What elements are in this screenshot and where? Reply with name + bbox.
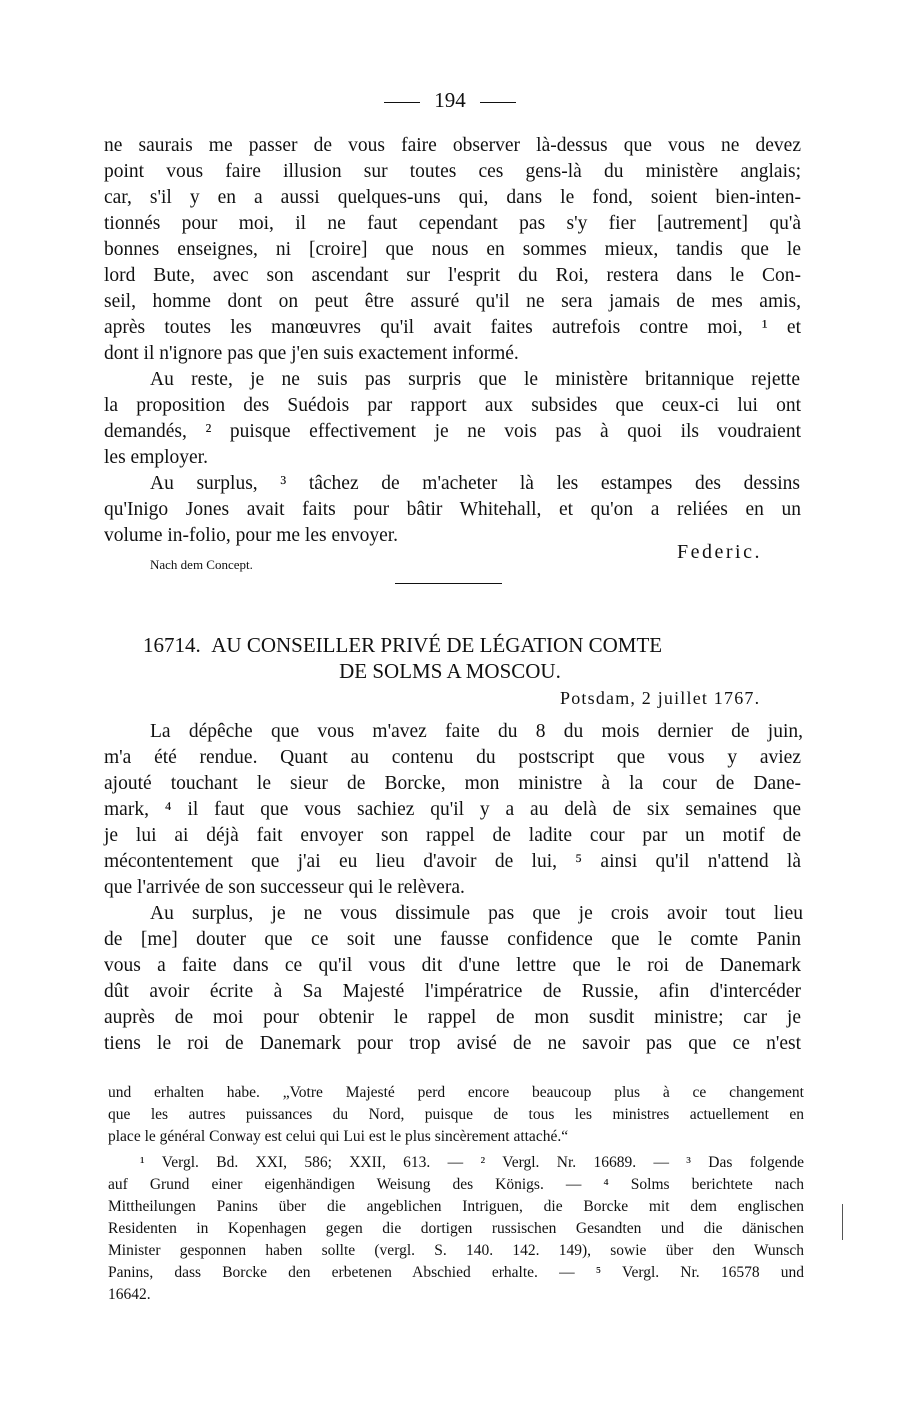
body-line: dût avoir écrite à Sa Majesté l'impératrice de Russie, afin d'intercéder — [104, 981, 801, 1002]
source-note: Nach dem Concept. — [150, 557, 253, 572]
signature: Federic. — [677, 541, 762, 563]
footnote-line: ¹ Vergl. Bd. XXI, 586; XXII, 613. — ² Vergl. Nr. 16689. — ³ Das folgende — [140, 1154, 804, 1171]
body-line: Au surplus, je ne vous dissimule pas que je crois avoir tout lieu — [150, 903, 803, 924]
body-line: mécontentement que j'ai eu lieu d'avoir de lui, ⁵ ainsi qu'il n'attend là — [104, 851, 801, 872]
body-line: les employer. — [104, 447, 208, 468]
page-number-dash-left — [384, 102, 420, 103]
body-line: bonnes enseignes, ni [croire] que nous en sommes mieux, tandis que le — [104, 239, 801, 260]
footnote-line: que les autres puissances du Nord, puisque de tous les ministres actuellement en — [108, 1106, 804, 1123]
margin-mark — [842, 1204, 843, 1240]
body-line: ajouté touchant le sieur de Borcke, mon ministre à la cour de Dane- — [104, 773, 801, 794]
body-line: tionnés pour moi, il ne faut cependant pas s'y fier [autrement] qu'à — [104, 213, 801, 234]
letter-heading-line-1 — [143, 631, 783, 659]
body-line: point vous faire illusion sur toutes ces gens-là du ministère anglais; — [104, 161, 801, 182]
body-line: je lui ai déjà fait envoyer son rappel de ladite cour par un motif de — [104, 825, 801, 846]
body-line: demandés, ² puisque effectivement je ne vois pas à quoi ils voudraient — [104, 421, 801, 442]
footnote-line: und erhalten habe. „Votre Majesté perd encore beaucoup plus à ce changement — [108, 1084, 804, 1101]
footnote-line: 16642. — [108, 1286, 151, 1303]
body-line: ne saurais me passer de vous faire observer là-dessus que vous ne devez — [104, 135, 801, 156]
body-line: Au reste, je ne suis pas surpris que le ministère britannique rejette — [150, 369, 800, 390]
body-line: qu'Inigo Jones avait faits pour bâtir Whitehall, et qu'on a reliées en un — [104, 499, 801, 520]
body-line: Au surplus, ³ tâchez de m'acheter là les estampes des dessins — [150, 473, 800, 494]
letter-recipient-line-1: AU CONSEILLER PRIVÉ DE LÉGATION COMTE — [211, 633, 663, 657]
footnote-line: Panins, dass Borcke den erbetenen Abschied erhalte. — ⁵ Vergl. Nr. 16578 und — [108, 1264, 804, 1281]
footnote-line: Residenten in Kopenhagen gegen die dortigen russischen Gesandten und die dänischen — [108, 1220, 804, 1237]
body-line: après toutes les manœuvres qu'il avait faites autrefois contre moi, ¹ et — [104, 317, 801, 338]
body-line: seil, homme dont on peut être assuré qu'il ne sera jamais de mes amis, — [104, 291, 801, 312]
body-line: dont il n'ignore pas que j'en suis exactement informé. — [104, 343, 519, 364]
body-line: car, s'il y en a aussi quelques-uns qui, dans le fond, soient bien-inten- — [104, 187, 801, 208]
body-line: de [me] douter que ce soit une fausse confidence que le comte Panin — [104, 929, 801, 950]
body-line: que l'arrivée de son successeur qui le relèvera. — [104, 877, 465, 898]
footnote-line: Mittheilungen Panins über die angeblichen Intriguen, die Borcke mit dem englischen — [108, 1198, 804, 1215]
body-line: mark, ⁴ il faut que vous sachiez qu'il y a au delà de six semaines que — [104, 799, 801, 820]
body-line: volume in-folio, pour me les envoyer. — [104, 525, 399, 546]
footnote-line: place le général Conway est celui qui Lui est le plus sincèrement attaché.“ — [108, 1128, 569, 1145]
section-divider — [395, 583, 502, 584]
letter-recipient-line-2: DE SOLMS A MOSCOU. — [339, 659, 561, 683]
body-line: m'a été rendue. Quant au contenu du postscript que vous y aviez — [104, 747, 801, 768]
body-line: lord Bute, avec son ascendant sur l'esprit du Roi, restera dans le Con- — [104, 265, 801, 286]
body-line: la proposition des Suédois par rapport aux subsides que ceux-ci lui ont — [104, 395, 801, 416]
letter-dateline: Potsdam, 2 juillet 1767. — [560, 688, 761, 708]
page-number: 194 — [0, 86, 900, 114]
body-line: La dépêche que vous m'avez faite du 8 du mois dernier de juin, — [150, 721, 803, 742]
footnote-line: Minister gesponnen haben sollte (vergl. S. 140. 142. 149), sowie über den Wunsch — [108, 1242, 804, 1259]
body-line: tiens le roi de Danemark pour trop avisé de ne savoir pas que ce n'est — [104, 1033, 801, 1054]
letter-number: 16714. — [143, 633, 201, 657]
page-number-dash-right — [480, 102, 516, 103]
footnote-line: auf Grund einer eigenhändigen Weisung des Königs. — ⁴ Solms berichtete nach — [108, 1176, 804, 1193]
body-line: auprès de moi pour obtenir le rappel de mon susdit ministre; car je — [104, 1007, 801, 1028]
body-line: vous a faite dans ce qu'il vous dit d'une lettre que le roi de Danemark — [104, 955, 801, 976]
